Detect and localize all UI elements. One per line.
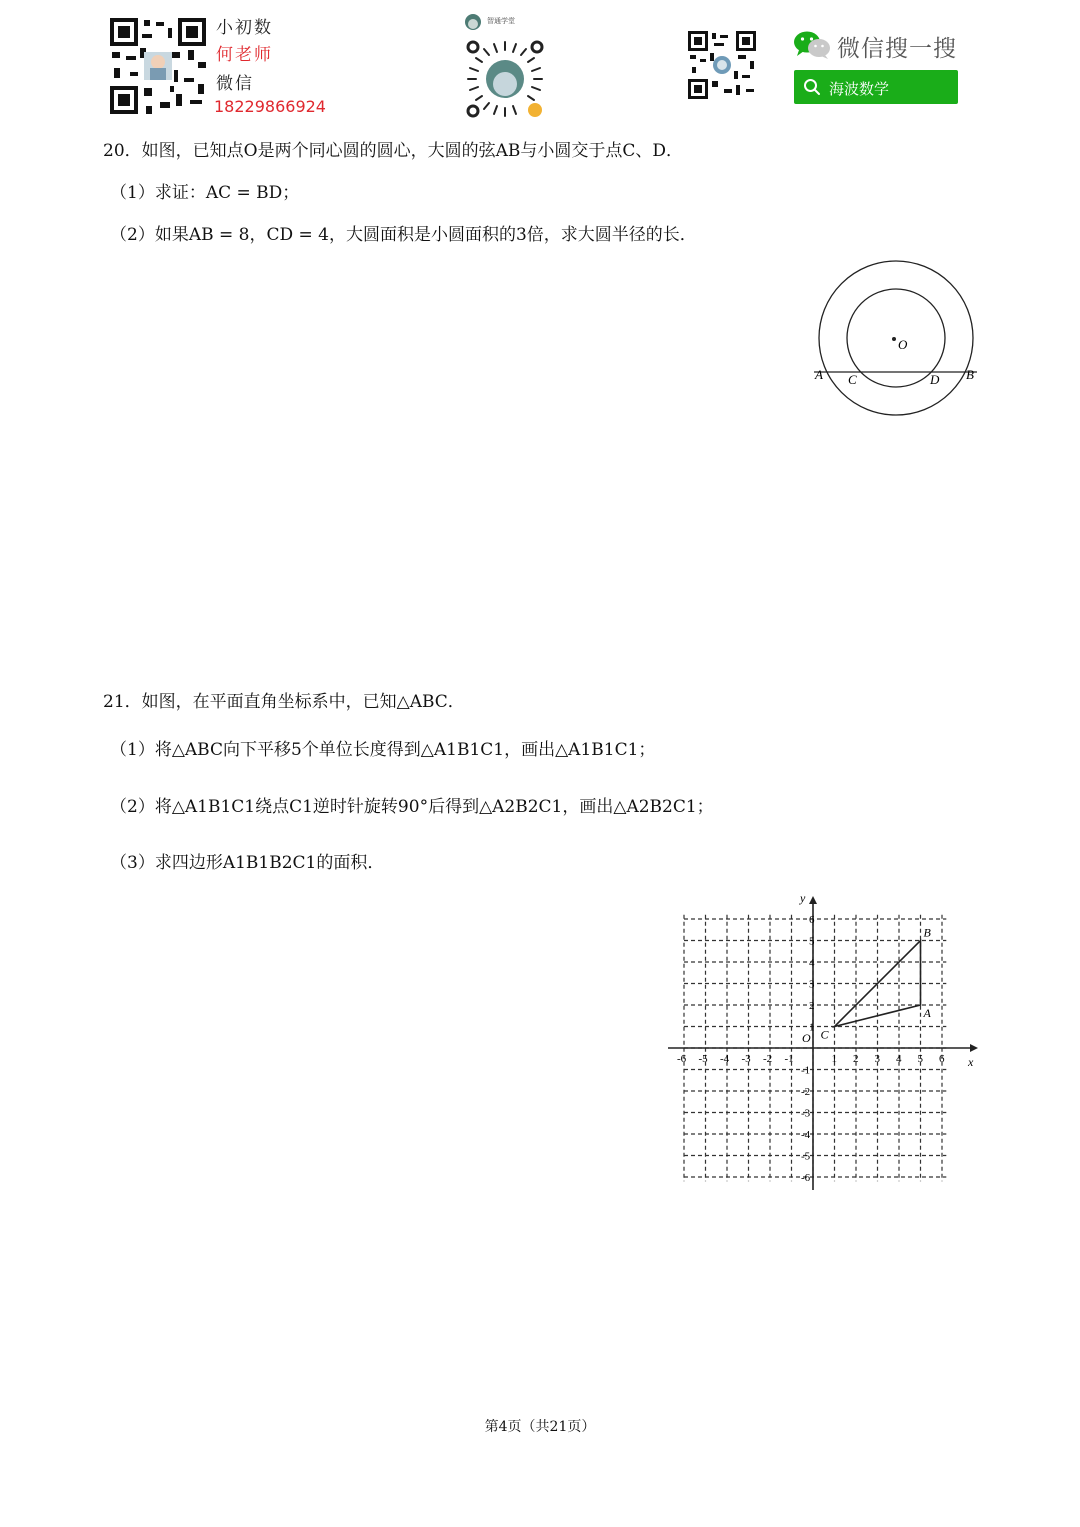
page-number: 第4页（共21页） <box>484 1419 596 1435</box>
mini-program-avatar-icon <box>465 14 481 30</box>
q20-part1: （1）求证：AC = BD； <box>110 183 300 203</box>
x-tick-label: -1 <box>784 1053 794 1065</box>
search-icon <box>803 78 821 96</box>
search-box[interactable] <box>794 70 958 104</box>
y-tick-label: 1 <box>809 1021 815 1034</box>
label-b: B <box>966 367 974 382</box>
x-tick-label: -5 <box>698 1053 708 1065</box>
y-tick-label: -6 <box>801 1172 811 1184</box>
y-tick-label: -5 <box>801 1150 811 1163</box>
x-tick-label: 3 <box>874 1053 880 1065</box>
y-tick-label: 2 <box>809 1000 815 1012</box>
concentric-circles-figure <box>810 258 982 424</box>
large-circle <box>819 261 973 415</box>
mini-program-code-icon <box>466 40 544 118</box>
x-tick-label: -4 <box>720 1053 730 1065</box>
q20-part2: （2）如果AB = 8，CD = 4，大圆面积是小圆面积的3倍，求大圆半径的长． <box>110 225 697 245</box>
qr-code-right <box>688 31 756 99</box>
y-tick-label: 6 <box>809 914 815 926</box>
label-o: O <box>898 337 908 352</box>
point-label-c: C <box>820 1027 829 1042</box>
y-tick-label: 5 <box>809 935 815 948</box>
label-c: C <box>848 372 857 387</box>
x-axis-arrow-icon <box>970 1044 978 1052</box>
wechat-icon <box>793 30 831 60</box>
x-tick-label: -3 <box>741 1053 751 1065</box>
q21-part3: （3）求四边形A1B1B2C1的面积． <box>110 853 385 873</box>
search-query: 海波数学 <box>829 80 890 98</box>
x-tick-label: 2 <box>853 1053 859 1065</box>
y-tick-label: 4 <box>809 957 815 969</box>
qr-left-line-3: 微信 <box>216 74 254 94</box>
y-tick-label: 3 <box>809 978 815 991</box>
y-tick-label: -4 <box>801 1129 811 1141</box>
q21-part2: （2）将△A1B1C1绕点C1逆时针旋转90°后得到△A2B2C1，画出△A2B2C1； <box>110 797 714 817</box>
origin-label: O <box>802 1031 811 1045</box>
x-tick-label: -6 <box>677 1053 687 1065</box>
coordinate-grid-figure <box>664 890 982 1194</box>
y-tick-label: -2 <box>801 1086 811 1098</box>
y-axis-arrow-icon <box>809 896 817 904</box>
mini-program-badge <box>465 14 555 32</box>
qr-left-line-1: 小初数 <box>216 18 273 38</box>
label-d: D <box>930 372 940 387</box>
q21-stem: 21．如图，在平面直角坐标系中，已知△ABC． <box>103 692 465 712</box>
q21-part1: （1）将△ABC向下平移5个单位长度得到△A1B1C1，画出△A1B1C1； <box>110 740 656 760</box>
qr-code-left <box>110 18 206 114</box>
y-tick-label: -1 <box>801 1064 811 1077</box>
x-tick-label: 1 <box>831 1053 837 1065</box>
x-axis-label: x <box>968 1055 974 1069</box>
x-tick-label: -2 <box>763 1053 773 1065</box>
center-point-o <box>892 337 896 341</box>
x-tick-label: 5 <box>917 1053 923 1065</box>
x-tick-label: 6 <box>939 1053 945 1065</box>
point-label-a: A <box>923 1006 931 1020</box>
y-axis-label: y <box>800 891 806 905</box>
mini-program-name: 智通学堂 <box>487 17 515 25</box>
point-label-b: B <box>923 925 931 940</box>
search-title: 微信搜一搜 <box>837 36 957 62</box>
label-a: A <box>815 367 823 382</box>
qr-left-phone: 18229866924 <box>214 97 326 116</box>
qr-left-line-2: 何老师 <box>216 45 273 65</box>
q20-stem: 20．如图，已知点O是两个同心圆的圆心，大圆的弦AB与小圆交于点C、D． <box>103 141 683 161</box>
y-tick-label: -3 <box>801 1107 811 1120</box>
x-tick-label: 4 <box>896 1053 902 1065</box>
